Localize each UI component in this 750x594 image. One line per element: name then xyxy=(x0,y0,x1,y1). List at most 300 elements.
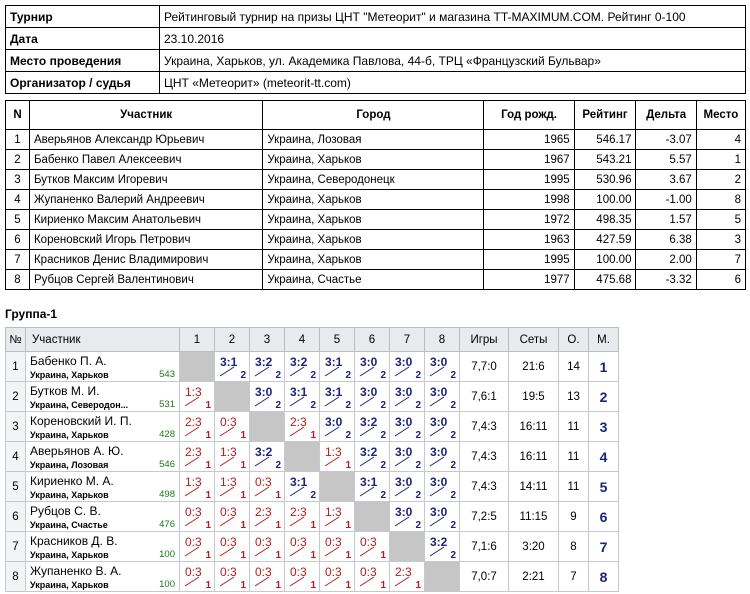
participants-header-row xyxy=(6,101,746,130)
score-cell xyxy=(215,442,250,472)
score-value: 3:2 xyxy=(430,535,448,549)
slash-icon xyxy=(359,456,375,467)
participant-city: Украина, Харьков xyxy=(30,550,109,560)
row-number: 4 xyxy=(6,442,26,472)
table-row xyxy=(6,150,746,170)
score-value: 3:0 xyxy=(430,445,448,459)
slash-icon xyxy=(184,576,200,587)
games-cell: 7,4:3 xyxy=(460,472,509,502)
score-value: 3:2 xyxy=(255,445,273,459)
table-cell: 2 xyxy=(696,170,745,190)
score-value: 0:3 xyxy=(185,565,202,579)
points-cell: 9 xyxy=(559,502,589,532)
group-title: Группа-1 xyxy=(5,307,58,321)
match-points: 2 xyxy=(380,460,386,471)
match-points: 1 xyxy=(205,550,211,561)
match-points: 2 xyxy=(450,430,456,441)
column-header: М. xyxy=(589,328,619,352)
participant-cell xyxy=(26,382,180,412)
score-cell xyxy=(215,412,250,442)
participant-rating: 543 xyxy=(159,369,175,380)
table-cell: Украина, Счастье xyxy=(263,270,484,290)
score-value: 1:3 xyxy=(220,475,237,489)
diagonal-cell xyxy=(285,442,320,472)
score-value: 0:3 xyxy=(255,565,272,579)
score-value: 3:0 xyxy=(395,385,413,399)
info-value: 23.10.2016 xyxy=(160,28,746,50)
match-points: 2 xyxy=(415,370,421,381)
slash-icon xyxy=(184,516,200,527)
score-cell xyxy=(250,352,285,382)
participant-rating: 531 xyxy=(159,399,175,410)
match-points: 2 xyxy=(345,430,351,441)
score-value: 3:0 xyxy=(255,385,273,399)
score-cell xyxy=(425,412,460,442)
table-cell: 8 xyxy=(696,190,745,210)
place-cell: 3 xyxy=(589,412,619,442)
score-cell xyxy=(390,502,425,532)
row-number: 6 xyxy=(6,502,26,532)
table-cell: 1967 xyxy=(484,150,574,170)
score-cell xyxy=(180,412,215,442)
score-cell xyxy=(250,502,285,532)
table-cell: 475.68 xyxy=(574,270,636,290)
match-points: 1 xyxy=(310,520,316,531)
participant-name: Бутков М. И. xyxy=(30,384,100,398)
group-row xyxy=(6,412,619,442)
slash-icon xyxy=(394,366,410,377)
match-points: 2 xyxy=(450,460,456,471)
column-header: 2 xyxy=(215,328,250,352)
table-cell: 546.17 xyxy=(574,130,636,150)
table-cell: Красников Денис Владимирович xyxy=(29,250,262,270)
slash-icon xyxy=(289,576,305,587)
participant-cell xyxy=(26,532,180,562)
match-points: 2 xyxy=(275,400,281,411)
column-header: Дельта xyxy=(636,101,696,130)
match-points: 1 xyxy=(275,490,281,501)
place-cell: 1 xyxy=(589,352,619,382)
diagonal-cell xyxy=(320,472,355,502)
score-cell xyxy=(355,412,390,442)
column-header: 1 xyxy=(180,328,215,352)
match-points: 1 xyxy=(345,580,351,591)
score-value: 2:3 xyxy=(255,505,272,519)
score-cell xyxy=(180,532,215,562)
match-points: 2 xyxy=(415,400,421,411)
score-value: 0:3 xyxy=(255,475,272,489)
slash-icon xyxy=(324,516,340,527)
participant-name: Жупаненко В. А. xyxy=(30,564,122,578)
table-cell: 8 xyxy=(6,270,30,290)
match-points: 2 xyxy=(450,370,456,381)
score-value: 2:3 xyxy=(395,565,412,579)
games-cell: 7,0:7 xyxy=(460,562,509,592)
table-cell: Аверьянов Александр Юрьевич xyxy=(29,130,262,150)
score-value: 3:0 xyxy=(430,505,448,519)
column-header: 3 xyxy=(250,328,285,352)
slash-icon xyxy=(254,456,270,467)
score-cell xyxy=(180,442,215,472)
match-points: 2 xyxy=(275,370,281,381)
table-cell: 4 xyxy=(6,190,30,210)
match-points: 1 xyxy=(205,490,211,501)
score-cell xyxy=(285,382,320,412)
score-value: 1:3 xyxy=(325,445,342,459)
match-points: 1 xyxy=(380,550,386,561)
column-header: Место xyxy=(696,101,745,130)
table-row xyxy=(6,250,746,270)
score-value: 1:3 xyxy=(185,385,202,399)
table-cell: 5 xyxy=(6,210,30,230)
row-number: 5 xyxy=(6,472,26,502)
participant-cell xyxy=(26,472,180,502)
participant-name: Кириенко М. А. xyxy=(30,474,114,488)
column-header: 7 xyxy=(390,328,425,352)
score-cell xyxy=(215,562,250,592)
slash-icon xyxy=(359,366,375,377)
score-cell xyxy=(215,352,250,382)
slash-icon xyxy=(219,426,235,437)
score-cell xyxy=(250,472,285,502)
score-cell xyxy=(390,412,425,442)
info-row xyxy=(6,6,746,28)
slash-icon xyxy=(289,486,305,497)
table-cell: -3.07 xyxy=(636,130,696,150)
match-points: 2 xyxy=(415,490,421,501)
match-points: 1 xyxy=(205,520,211,531)
column-header: Город xyxy=(263,101,484,130)
participant-cell xyxy=(26,352,180,382)
slash-icon xyxy=(324,426,340,437)
column-header: Сеты xyxy=(509,328,559,352)
match-points: 2 xyxy=(240,370,246,381)
score-cell xyxy=(285,472,320,502)
sets-cell: 2:21 xyxy=(509,562,559,592)
slash-icon xyxy=(254,396,270,407)
participant-name: Красников Д. В. xyxy=(30,534,118,548)
match-points: 2 xyxy=(415,460,421,471)
column-header: 5 xyxy=(320,328,355,352)
points-cell: 11 xyxy=(559,412,589,442)
slash-icon xyxy=(184,426,200,437)
table-cell: 7 xyxy=(696,250,745,270)
place-cell: 6 xyxy=(589,502,619,532)
score-cell xyxy=(250,442,285,472)
score-cell xyxy=(215,532,250,562)
match-points: 2 xyxy=(275,460,281,471)
score-cell xyxy=(355,532,390,562)
score-value: 3:2 xyxy=(360,445,378,459)
points-cell: 11 xyxy=(559,442,589,472)
score-cell xyxy=(180,382,215,412)
score-value: 0:3 xyxy=(255,535,272,549)
diagonal-cell xyxy=(180,352,215,382)
score-value: 3:0 xyxy=(325,415,343,429)
slash-icon xyxy=(429,396,445,407)
slash-icon xyxy=(254,486,270,497)
table-cell: 3 xyxy=(6,170,30,190)
info-label: Турнир xyxy=(6,6,160,28)
slash-icon xyxy=(219,576,235,587)
score-cell xyxy=(180,502,215,532)
match-points: 2 xyxy=(380,430,386,441)
slash-icon xyxy=(254,576,270,587)
score-cell xyxy=(390,352,425,382)
score-value: 0:3 xyxy=(220,415,237,429)
score-value: 2:3 xyxy=(185,445,202,459)
points-cell: 13 xyxy=(559,382,589,412)
group-row xyxy=(6,442,619,472)
slash-icon xyxy=(184,456,200,467)
score-value: 0:3 xyxy=(360,535,377,549)
table-cell: 1.57 xyxy=(636,210,696,230)
score-value: 2:3 xyxy=(185,415,202,429)
score-value: 0:3 xyxy=(290,565,307,579)
score-value: 3:2 xyxy=(255,355,273,369)
score-cell xyxy=(320,562,355,592)
score-cell xyxy=(285,532,320,562)
table-row xyxy=(6,130,746,150)
slash-icon xyxy=(429,366,445,377)
table-cell: 6.38 xyxy=(636,230,696,250)
score-cell xyxy=(180,562,215,592)
slash-icon xyxy=(359,546,375,557)
table-cell: -1.00 xyxy=(636,190,696,210)
score-cell xyxy=(355,382,390,412)
group-header-row xyxy=(6,328,619,352)
score-cell xyxy=(320,532,355,562)
column-header: О. xyxy=(559,328,589,352)
participant-name: Бабенко П. А. xyxy=(30,354,107,368)
points-cell: 7 xyxy=(559,562,589,592)
games-cell: 7,6:1 xyxy=(460,382,509,412)
slash-icon xyxy=(184,546,200,557)
points-cell: 14 xyxy=(559,352,589,382)
match-points: 1 xyxy=(240,520,246,531)
table-row xyxy=(6,170,746,190)
slash-icon xyxy=(359,396,375,407)
games-cell: 7,4:3 xyxy=(460,442,509,472)
score-value: 2:3 xyxy=(290,415,307,429)
score-cell xyxy=(425,352,460,382)
score-cell xyxy=(390,382,425,412)
table-cell: Украина, Харьков xyxy=(263,250,484,270)
slash-icon xyxy=(254,546,270,557)
table-cell: 1963 xyxy=(484,230,574,250)
table-cell: Бутков Максим Игоревич xyxy=(29,170,262,190)
table-row xyxy=(6,190,746,210)
info-label: Организатор / судья xyxy=(6,72,160,94)
table-cell: 498.35 xyxy=(574,210,636,230)
score-value: 2:3 xyxy=(290,505,307,519)
table-cell: 3 xyxy=(696,230,745,250)
group-row xyxy=(6,562,619,592)
column-header: Участник xyxy=(26,328,180,352)
match-points: 1 xyxy=(310,430,316,441)
table-cell: Украина, Северодонецк xyxy=(263,170,484,190)
column-header: N xyxy=(6,101,30,130)
score-value: 3:1 xyxy=(290,475,308,489)
score-cell xyxy=(250,382,285,412)
score-cell xyxy=(250,532,285,562)
slash-icon xyxy=(324,576,340,587)
table-cell: 5 xyxy=(696,210,745,230)
match-points: 2 xyxy=(380,400,386,411)
match-points: 1 xyxy=(415,580,421,591)
diagonal-cell xyxy=(250,412,285,442)
participant-rating: 498 xyxy=(159,489,175,500)
participant-city: Украина, Харьков xyxy=(30,430,109,440)
table-cell: Украина, Харьков xyxy=(263,150,484,170)
points-cell: 11 xyxy=(559,472,589,502)
score-cell xyxy=(390,442,425,472)
points-cell: 8 xyxy=(559,532,589,562)
score-cell xyxy=(215,472,250,502)
score-cell xyxy=(285,412,320,442)
match-points: 1 xyxy=(275,580,281,591)
participant-city: Украина, Счастье xyxy=(30,520,108,530)
column-header: Год рожд. xyxy=(484,101,574,130)
score-value: 3:2 xyxy=(290,355,308,369)
score-value: 3:0 xyxy=(430,415,448,429)
score-cell xyxy=(390,562,425,592)
score-value: 1:3 xyxy=(220,445,237,459)
slash-icon xyxy=(219,546,235,557)
table-row xyxy=(6,210,746,230)
score-value: 0:3 xyxy=(360,565,377,579)
table-cell: 2 xyxy=(6,150,30,170)
table-cell: Кореновский Игорь Петрович xyxy=(29,230,262,250)
slash-icon xyxy=(324,546,340,557)
score-value: 3:0 xyxy=(395,505,413,519)
participant-rating: 100 xyxy=(159,579,175,590)
table-cell: Бабенко Павел Алексеевич xyxy=(29,150,262,170)
score-value: 3:1 xyxy=(325,385,343,399)
score-cell xyxy=(285,502,320,532)
table-cell: 100.00 xyxy=(574,190,636,210)
sets-cell: 21:6 xyxy=(509,352,559,382)
match-points: 1 xyxy=(275,520,281,531)
score-value: 3:2 xyxy=(360,415,378,429)
score-value: 3:0 xyxy=(395,445,413,459)
column-header: 4 xyxy=(285,328,320,352)
score-value: 3:0 xyxy=(430,385,448,399)
column-header: Игры xyxy=(460,328,509,352)
participant-rating: 100 xyxy=(159,549,175,560)
slash-icon xyxy=(359,426,375,437)
group-crosstable xyxy=(5,327,619,592)
slash-icon xyxy=(429,516,445,527)
score-value: 3:0 xyxy=(430,475,448,489)
place-cell: 8 xyxy=(589,562,619,592)
slash-icon xyxy=(429,546,445,557)
participant-city: Украина, Харьков xyxy=(30,370,109,380)
table-cell: Рубцов Сергей Валентинович xyxy=(29,270,262,290)
score-cell xyxy=(425,472,460,502)
score-cell xyxy=(425,382,460,412)
score-cell xyxy=(355,442,390,472)
group-row xyxy=(6,502,619,532)
score-cell xyxy=(180,472,215,502)
score-value: 3:0 xyxy=(360,355,378,369)
score-cell xyxy=(355,472,390,502)
slash-icon xyxy=(394,396,410,407)
table-cell: 1995 xyxy=(484,170,574,190)
table-cell: 1977 xyxy=(484,270,574,290)
score-value: 0:3 xyxy=(325,535,342,549)
slash-icon xyxy=(394,516,410,527)
table-cell: 1995 xyxy=(484,250,574,270)
match-points: 1 xyxy=(345,520,351,531)
participant-city: Украина, Северодон... xyxy=(30,400,129,410)
participant-name: Рубцов С. В. xyxy=(30,504,101,518)
table-cell: Украина, Лозовая xyxy=(263,130,484,150)
participant-cell xyxy=(26,442,180,472)
match-points: 1 xyxy=(380,580,386,591)
score-cell xyxy=(320,442,355,472)
column-header: Рейтинг xyxy=(574,101,636,130)
slash-icon xyxy=(324,456,340,467)
table-cell: 1965 xyxy=(484,130,574,150)
slash-icon xyxy=(429,486,445,497)
sets-cell: 19:5 xyxy=(509,382,559,412)
slash-icon xyxy=(429,456,445,467)
match-points: 1 xyxy=(205,400,211,411)
match-points: 2 xyxy=(450,520,456,531)
games-cell: 7,4:3 xyxy=(460,412,509,442)
score-value: 1:3 xyxy=(185,475,202,489)
info-row xyxy=(6,50,746,72)
slash-icon xyxy=(394,426,410,437)
table-row xyxy=(6,230,746,250)
diagonal-cell xyxy=(425,562,460,592)
diagonal-cell xyxy=(215,382,250,412)
score-value: 0:3 xyxy=(185,535,202,549)
slash-icon xyxy=(219,366,235,377)
match-points: 2 xyxy=(415,430,421,441)
group-row xyxy=(6,352,619,382)
place-cell: 5 xyxy=(589,472,619,502)
match-points: 2 xyxy=(310,400,316,411)
score-value: 0:3 xyxy=(220,535,237,549)
participant-city: Украина, Харьков xyxy=(30,580,109,590)
info-label: Дата xyxy=(6,28,160,50)
score-value: 3:0 xyxy=(360,385,378,399)
slash-icon xyxy=(219,516,235,527)
table-cell: -3.32 xyxy=(636,270,696,290)
match-points: 2 xyxy=(415,520,421,531)
games-cell: 7,2:5 xyxy=(460,502,509,532)
table-cell: 7 xyxy=(6,250,30,270)
slash-icon xyxy=(184,486,200,497)
score-cell xyxy=(285,562,320,592)
column-header: 8 xyxy=(425,328,460,352)
group-row xyxy=(6,472,619,502)
score-cell xyxy=(355,352,390,382)
participant-rating: 428 xyxy=(159,429,175,440)
slash-icon xyxy=(394,576,410,587)
score-value: 0:3 xyxy=(220,565,237,579)
group-row xyxy=(6,382,619,412)
match-points: 2 xyxy=(450,490,456,501)
score-value: 3:1 xyxy=(360,475,378,489)
match-points: 2 xyxy=(450,400,456,411)
score-cell xyxy=(215,502,250,532)
table-cell: 100.00 xyxy=(574,250,636,270)
participant-cell xyxy=(26,562,180,592)
score-value: 3:0 xyxy=(395,355,413,369)
